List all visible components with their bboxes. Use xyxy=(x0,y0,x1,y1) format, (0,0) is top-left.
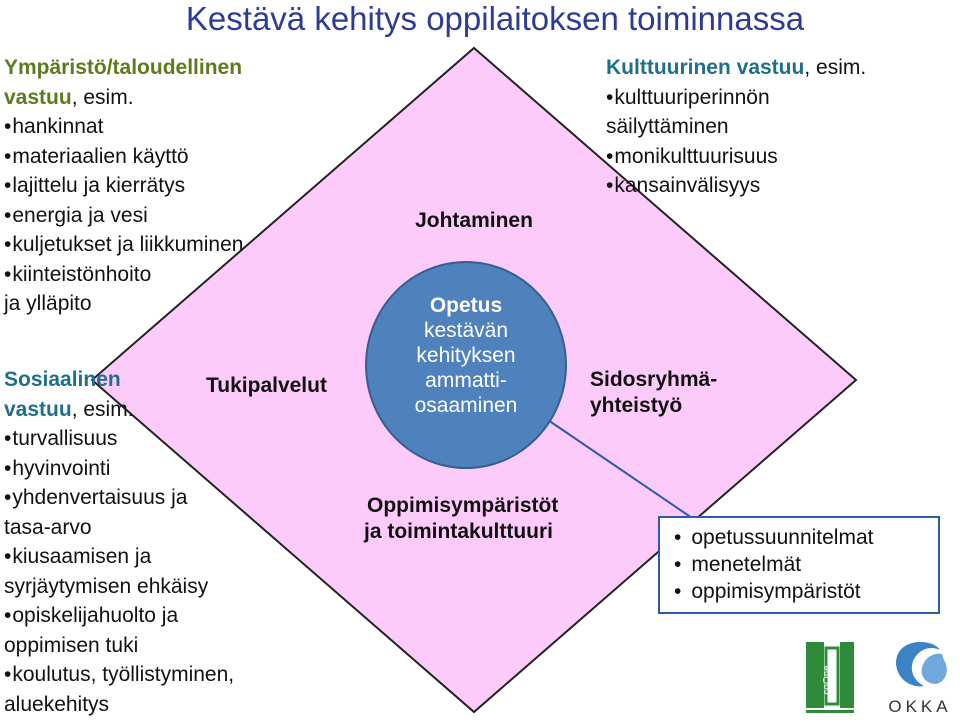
ecoone-logo-base xyxy=(806,710,854,713)
social-item: • opiskelijahuolto ja xyxy=(4,601,234,631)
cultural-block xyxy=(606,53,866,201)
cultural-list xyxy=(606,83,866,201)
ecoone-logo-text: coOne xyxy=(822,665,833,695)
label-tukipalvelut: Tukipalvelut xyxy=(206,374,327,397)
okka-swirl-icon xyxy=(884,636,956,692)
environment-item: • hankinnat xyxy=(4,112,243,142)
box-item: • menetelmät xyxy=(674,551,938,578)
cultural-item: • kansainvälisyys xyxy=(606,171,866,201)
ecoone-logo-bar xyxy=(840,642,854,708)
okka-logo-text: OKKA xyxy=(888,697,952,716)
social-item: aluekehitys xyxy=(4,692,110,716)
circle-text: Opetus kestävän kehityksen ammatti- osaaminen xyxy=(414,294,518,417)
social-item: • yhdenvertaisuus ja xyxy=(4,483,234,513)
environment-heading-line2: vastuu, esim. xyxy=(4,85,134,109)
social-block xyxy=(4,365,234,719)
environment-item: • kiinteistönhoito xyxy=(4,260,243,290)
social-item: syrjäytymisen ehkäisy xyxy=(4,574,209,598)
box-item: • opetussuunnitelmat xyxy=(674,524,938,551)
social-item: • koulutus, työllistyminen, xyxy=(4,660,234,690)
cultural-heading: Kulttuurinen vastuu, esim. xyxy=(606,56,867,79)
label-sidosryhmayhteistyo: Sidosryhmä- yhteistyö xyxy=(590,368,718,417)
environment-item-continued: ja ylläpito xyxy=(4,292,92,315)
social-item: • turvallisuus xyxy=(4,424,234,454)
cultural-item: • monikulttuurisuus xyxy=(606,142,866,172)
cultural-item: • kulttuuriperinnön xyxy=(606,83,866,113)
label-johtaminen: Johtaminen xyxy=(415,209,533,232)
social-heading-line2: vastuu, esim. xyxy=(4,397,134,421)
label-oppimisymparistot: Oppimisympäristöt ja toimintakulttuuri xyxy=(364,494,559,543)
environment-heading: Ympäristö/taloudellinen xyxy=(4,56,243,79)
curriculum-box xyxy=(658,516,940,614)
environment-block xyxy=(4,53,243,319)
cultural-item: säilyttäminen xyxy=(606,115,729,138)
environment-item: • lajittelu ja kierrätys xyxy=(4,171,243,201)
environment-item: • kuljetukset ja liikkuminen xyxy=(4,230,243,260)
box-item: • oppimisympäristöt xyxy=(674,578,938,605)
social-item: oppimisen tuki xyxy=(4,633,139,657)
social-item: • hyvinvointi xyxy=(4,454,234,484)
ecoone-logo xyxy=(804,640,856,716)
social-list xyxy=(4,424,234,719)
social-item: • kiusaamisen ja xyxy=(4,542,234,572)
social-item: tasa-arvo xyxy=(4,515,92,539)
environment-item: • energia ja vesi xyxy=(4,201,243,231)
page-title: Kestävä kehitys oppilaitoksen toiminnassa xyxy=(185,0,805,37)
okka-logo xyxy=(884,636,956,718)
social-heading: Sosiaalinen xyxy=(4,368,121,391)
environment-item: • materiaalien käyttö xyxy=(4,142,243,172)
